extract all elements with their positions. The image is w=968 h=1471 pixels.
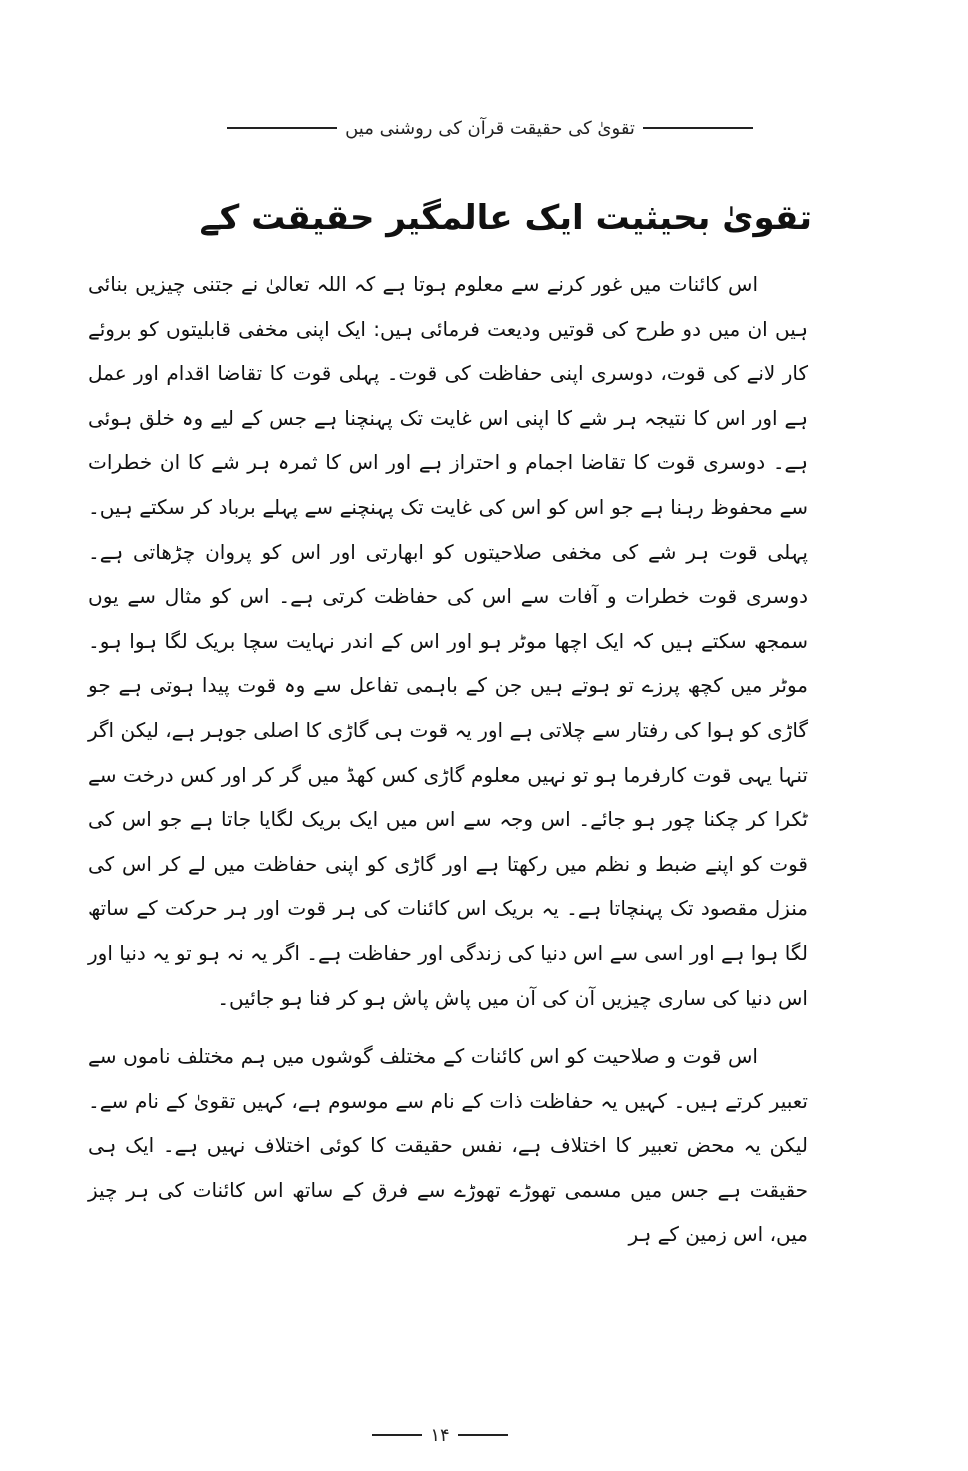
header-rule-right (643, 127, 753, 129)
paragraph-2: اس قوت و صلاحیت کو اس کائنات کے مختلف گوشوں میں ہم مختلف ناموں سے تعبیر کرتے ہیں۔ کہیں یہ حفاظت ذات کے نام سے موسوم ہے، کہیں تقویٰ کے نام سے۔ لیکن یہ محض تعبیر کا اختلاف ہے، نفس حقیقت کا کوئی اختلاف نہیں ہے۔ ایک ہی حقیقت ہے جس میں مسمی تھوڑے تھوڑے سے فرق کے ساتھ اس کائنات کی ہر چیز میں، اس زمین کے ہر (88, 1044, 808, 1247)
footer-rule-left (372, 1434, 422, 1436)
body-text (88, 262, 808, 1257)
page-number: ۱۴ (430, 1424, 450, 1446)
paragraph-1: اس کائنات میں غور کرنے سے معلوم ہوتا ہے کہ اللہ تعالیٰ نے جتنی چیزیں بنائی ہیں ان میں دو طرح کی قوتیں ودیعت فرمائی ہیں: ایک اپنی مخفی قابلیتوں کو بروئے کار لانے کی قوت، دوسری اپنی حفاظت کی قوت۔ پہلی قوت کا تقاضا اقدام اور عمل ہے اور اس کا نتیجہ ہر شے کا اپنی اس غایت تک پہنچنا ہے جس کے لیے وہ خلق ہوئی ہے۔ دوسری قوت کا تقاضا اجمام و احتراز ہے اور اس کا ثمرہ ہر شے کا ان خطرات سے محفوظ رہنا ہے جو اس کو اس کی غایت تک پہنچنے سے پہلے برباد کر سکتے ہیں۔ پہلی قوت ہر شے کی مخفی صلاحیتوں کو ابھارتی اور اس کو پروان چڑھاتی ہے۔ دوسری قوت خطرات و آفات سے اس کی حفاظت کرتی ہے۔ اس کو مثال سے یوں سمجھ سکتے ہیں کہ ایک اچھا موٹر ہو اور اس کے اندر نہایت سچا بریک لگا ہوا ہو۔ موٹر میں کچھ پرزے تو ہوتے ہیں جن کے باہمی تفاعل سے وہ قوت پیدا ہوتی ہے جو گاڑی کو ہوا کی رفتار سے چلاتی ہے اور یہ قوت ہی گاڑی کا اصلی جوہر ہے، لیکن اگر تنہا یہی قوت کارفرما ہو تو نہیں معلوم گاڑی کس کھڈ میں گر کر اور کس درخت سے ٹکرا کر چکنا چور ہو جائے۔ اس وجہ سے اس میں ایک بریک لگایا جاتا ہے جو اس کی قوت کو اپنے ضبط و نظم میں رکھتا ہے اور گاڑی کو اپنی حفاظت میں لے کر اس کی منزل مقصود تک پہنچاتا ہے۔ یہ بریک اس کائنات کی ہر قوت اور ہر حرکت کے ساتھ لگا ہوا ہے اور اسی سے اس دنیا کی زندگی اور حفاظت ہے۔ اگر یہ نہ ہو تو یہ دنیا اور اس دنیا کی ساری چیزیں آن کی آن میں پاش پاش ہو کر فنا ہو جائیں۔ (88, 272, 808, 1010)
running-header (190, 108, 790, 148)
running-title: تقویٰ کی حقیقت قرآن کی روشنی میں (345, 117, 635, 139)
header-rule-left (227, 127, 337, 129)
footer-rule-right (458, 1434, 508, 1436)
chapter-title: تقویٰ بحیثیت ایک عالمگیر حقیقت کے (199, 198, 812, 238)
page-footer (360, 1420, 520, 1450)
